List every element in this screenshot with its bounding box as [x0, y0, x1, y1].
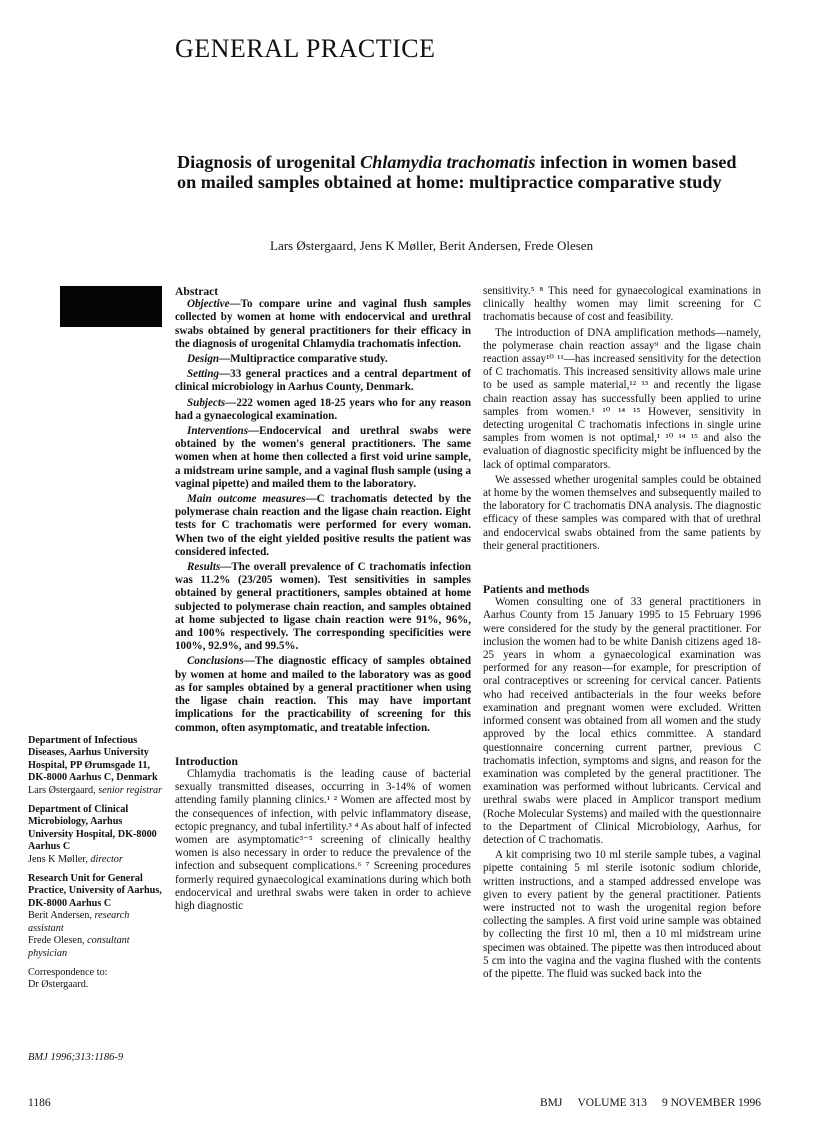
methods-heading: Patients and methods — [483, 583, 590, 597]
abstract-subjects: Subjects—222 women aged 18-25 years who for any reason had a gynaecological examination. — [175, 396, 471, 422]
correspondence: Correspondence to: Dr Østergaard. — [28, 966, 108, 991]
title-part2: infection in women based on mailed samples obtained at home: multipractice comparative study — [177, 152, 737, 192]
citation: BMJ 1996;313:1186-9 — [28, 1052, 124, 1063]
journal-name: BMJ — [540, 1097, 563, 1109]
abstract-objective: Objective—To compare urine and vaginal flush samples collected by women at home with endocervical and urethral swabs obtained by general practitioners for their efficacy in the diagnosis of urogenital Chlamydia trachomatis infection. — [175, 298, 471, 350]
abstract-setting: Setting—33 general practices and a central department of clinical microbiology in Aarhus County, Denmark. — [175, 368, 471, 394]
affiliation: Research Unit for General Practice, University of Aarhus, DK-8000 Aarhus C Berit Andersen, research assistant Frede Olesen, consultant physician — [28, 873, 162, 959]
abstract-interventions: Interventions—Endocervical and urethral swabs were obtained by the women's general practitioners. The same women when at home then collected a first void urine sample, a midstream urine sample, and a vaginal flush sample (using a vaginal pipette) and mailed them to the laboratory. — [175, 425, 471, 490]
methods-paragraph: A kit comprising two 10 ml sterile sample tubes, a vaginal pipette containing 5 ml sterile isotonic sodium chloride, written instructions, and a stamped addressed envelope was given to every patient by the general practitioner. Patients were instructed not to wash the urogenital region before collecting the samples. A first void urine sample was obtained by collecting the first 10 ml, then a 10 ml midstream urine specimen was obtained. The pipette was then introduced about 5 cm into the vagina and the vagina flushed with the contents of the pipette. The fluid was sucked back into the — [483, 849, 761, 980]
title-part1: Diagnosis of urogenital — [177, 152, 361, 172]
page-number: 1186 — [28, 1097, 51, 1109]
body-paragraph: We assessed whether urogenital samples could be obtained at home by the women themselves and subsequently mailed to the laboratory for C trachomatis DNA analysis. The diagnostic efficacy of these samples was compared with that of urethral and endocervical swabs obtained from the same patients by their general practitioners. — [483, 473, 761, 552]
title-italic: Chlamydia trachomatis — [360, 152, 536, 172]
affiliation: Department of Infectious Diseases, Aarhus University Hospital, PP Ørumsgade 11, DK-8000 Aarhus C, Denmark Lars Østergaard, senior registrar — [28, 735, 163, 796]
affiliation: Department of Clinical Microbiology, Aarhus University Hospital, DK-8000 Aarhus C Jens K Møller, director — [28, 804, 157, 865]
section-heading: GENERAL PRACTICE — [175, 34, 436, 63]
affiliations-sidebar — [28, 735, 166, 999]
abstract-results: Results—The overall prevalence of C trachomatis infection was 11.2% (23/205 women). Test sensitivities in samples obtained by general practitioners, samples obtained at home subjected to polymerase chain reaction, and samples obtained at home subjected to ligase chain reaction were 91%, 96%, and 100% respectively. The corresponding specificities were 100%, 92.9%, and 99.5%. — [175, 561, 471, 653]
body-paragraph: sensitivity.⁵ ⁸ This need for gynaecological examinations in clinically healthy women may limit screening for C trachomatis because of cost and feasibility. — [483, 285, 761, 324]
body-paragraph: The introduction of DNA amplification methods—namely, the polymerase chain reaction assay⁹ and the ligase chain reaction assay¹⁰ ¹¹—has increased sensitivity for the detection of C trachomatis. This increased sensitivity allows male urine to be used as sample material,¹² ¹³ and recently the ligase chain reaction assay has successfully been applied to urine samples from women.¹ ¹⁰ ¹⁴ ¹⁵ However, sensitivity in detecting urogenital C trachomatis infections in single urine samples from women is not optimal,¹ ¹⁰ ¹⁴ ¹⁵ and also the evaluation of diagnostic specificity might be influenced by the lack of optimal comparators. — [483, 326, 761, 471]
article-title — [177, 152, 737, 192]
issue-date: 9 NOVEMBER 1996 — [661, 1097, 761, 1109]
left-text-column — [175, 285, 471, 915]
introduction-heading: Introduction — [175, 754, 238, 768]
methods-paragraph: Women consulting one of 33 general practitioners in Aarhus County from 15 January 1995 to 15 February 1996 were considered for the study by the general practitioner. For inclusion the women had to be white Danish citizens aged 18-25 years in whom a gynaecological examination was performed for any reason—for example, for prescription of oral contraceptives or screening for cervical cancer. Patients who had received antibacterials in the four weeks before examination and pregnant women were excluded. Written informed consent was obtained from all women and the study approved by the local ethics committee. A standard questionnaire concerning current partner, previous C trachomatis infection, symptoms and signs, and reason for the examination was completed by the general practitioner. The examination was performed without lubricants. Cervical and urethral swabs were placed in Amplicor transport medium (Roche Molecular Systems) and mailed with the questionnaire to the Department of Clinical Microbiology, Aarhus, for detection of C trachomatis. — [483, 596, 761, 846]
abstract-design: Design—Multipractice comparative study. — [187, 353, 388, 366]
abstract-heading: Abstract — [175, 285, 219, 298]
journal-footer — [540, 1097, 761, 1109]
volume: VOLUME 313 — [577, 1097, 647, 1109]
black-image-block — [60, 286, 162, 327]
abstract-outcome: Main outcome measures—C trachomatis detected by the polymerase chain reaction and the ligase chain reaction. Eight tests for C trachomatis were performed for every woman. When two of the eight yielded positive results the patient was considered infected. — [175, 493, 471, 558]
introduction-paragraph: Chlamydia trachomatis is the leading cause of bacterial sexually transmitted diseases, occurring in 3-14% of women attending family planning clinics.¹ ² Women are affected most by the consequences of infection, with pelvic inflammatory disease, ectopic pregnancy, and tubal infertility.³ ⁴ As about half of infected women are asymptomatic³⁻⁵ screening of clinically healthy women is also necessary in order to reduce the prevalence of the infection and subsequent complications.⁶ ⁷ Screening procedures formerly required gynaecological examinations during which both endocervical and urethral swabs were taken in order to achieve high diagnostic — [175, 767, 471, 912]
abstract-conclusions: Conclusions—The diagnostic efficacy of samples obtained by women at home and mailed to the laboratory was as good as for samples obtained by a general practitioner when using the ligase chain reaction. This may have important implications for the practicability of screening for this common, often asymptomatic, and treatable infection. — [175, 655, 471, 734]
right-text-column — [483, 285, 761, 983]
author-list: Lars Østergaard, Jens K Møller, Berit Andersen, Frede Olesen — [270, 238, 594, 253]
